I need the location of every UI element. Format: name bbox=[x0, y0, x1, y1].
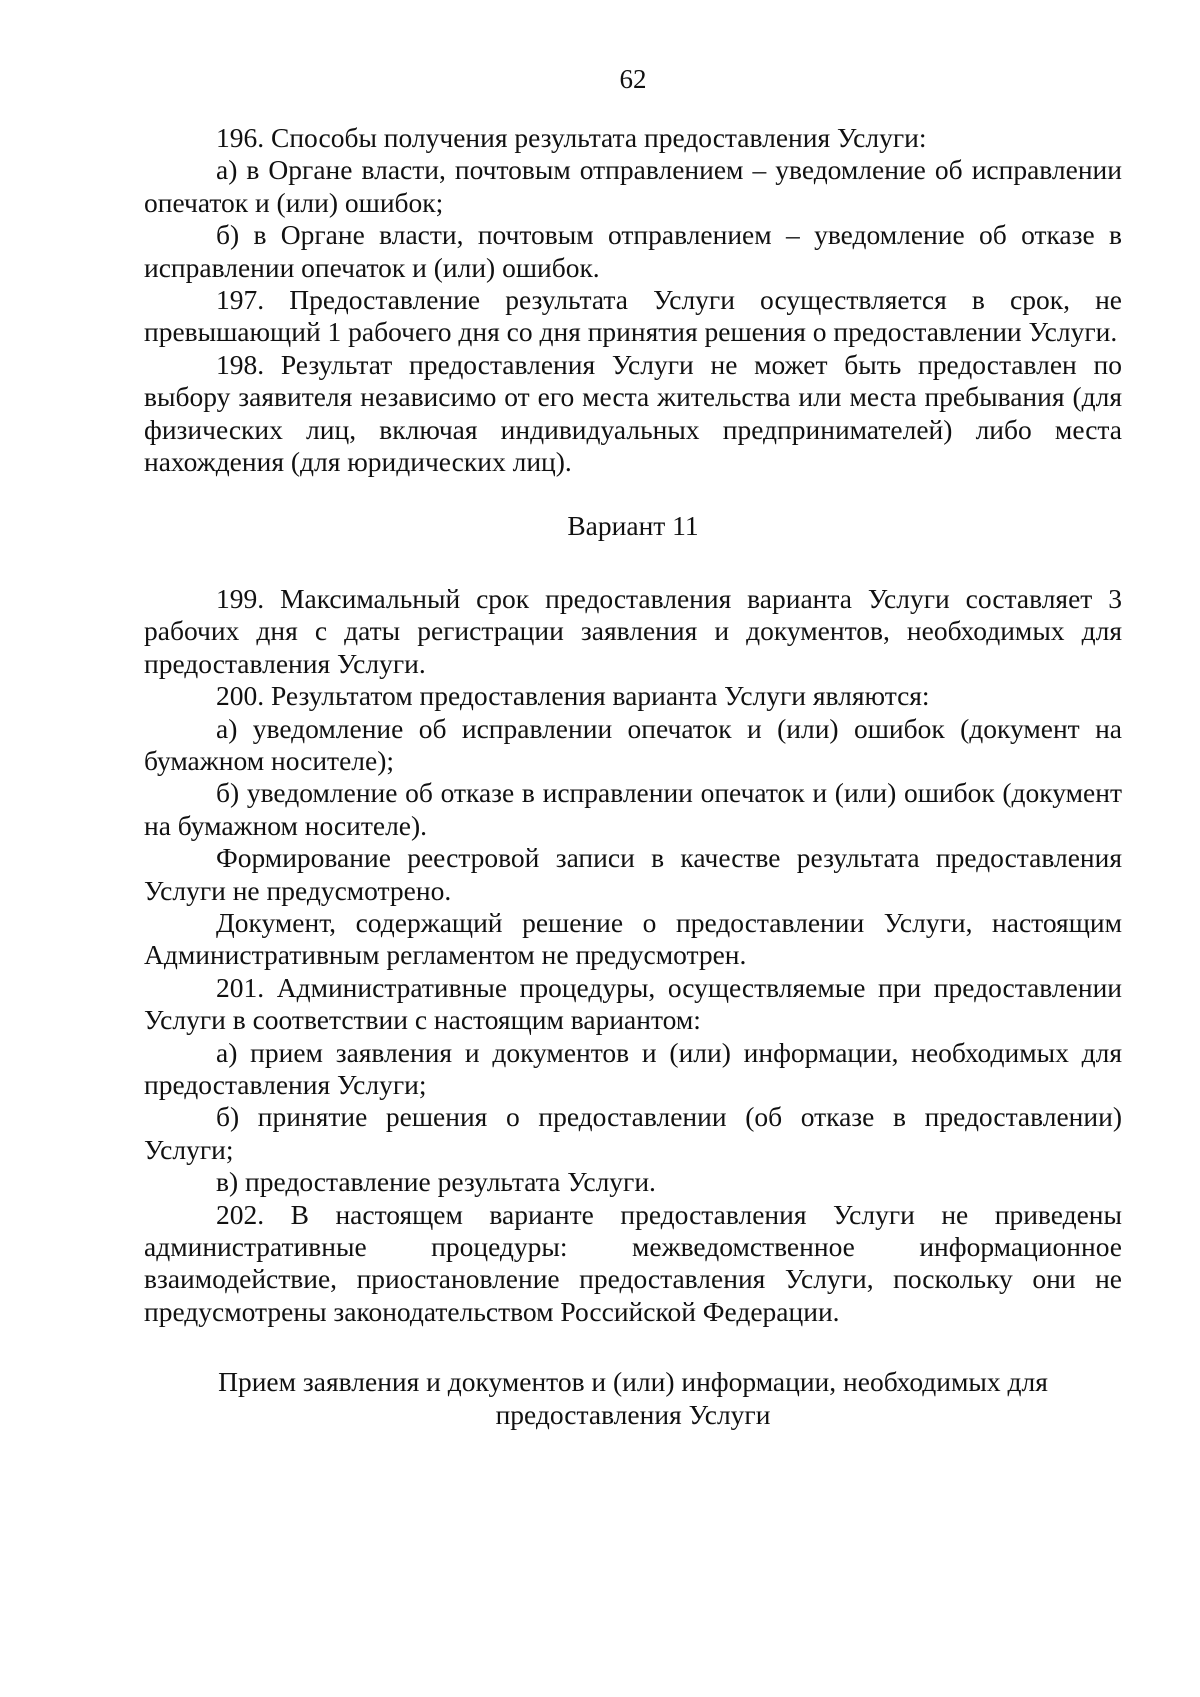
paragraph-196: 196. Способы получения результата предоставления Услуги: bbox=[216, 122, 927, 153]
variant-heading: Вариант 11 bbox=[567, 510, 699, 542]
paragraph-group-2 bbox=[144, 583, 1122, 1328]
paragraph-196-b: б) в Органе власти, почтовым отправлением – уведомление об отказе в исправлении опечаток и (или) ошибок. bbox=[144, 219, 1122, 283]
paragraph-200-b: б) уведомление об отказе в исправлении опечаток и (или) ошибок (документ на бумажном носителе). bbox=[144, 777, 1122, 841]
section-heading: Прием заявления и документов и (или) информации, необходимых для предоставления Услуги bbox=[218, 1366, 1048, 1430]
paragraph-201-c: в) предоставление результата Услуги. bbox=[216, 1166, 656, 1198]
paragraph-201-a: а) прием заявления и документов и (или) информации, необходимых для предоставления Услуги; bbox=[144, 1036, 1122, 1100]
document-page bbox=[144, 60, 1122, 1431]
paragraph-196-a: а) в Органе власти, почтовым отправлением – уведомление об исправлении опечаток и (или) ошибок; bbox=[144, 154, 1122, 218]
page-number: 62 bbox=[619, 64, 647, 94]
paragraph-197: 197. Предоставление результата Услуги осуществляется в срок, не превышающий 1 рабочего дня со дня принятия решения о предоставлении Услуги. bbox=[144, 284, 1122, 348]
paragraph-decision-document: Документ, содержащий решение о предоставлении Услуги, настоящим Административным регламентом не предусмотрен. bbox=[144, 906, 1122, 971]
paragraph-198: 198. Результат предоставления Услуги не может быть предоставлен по выбору заявителя независимо от его места жительства или места пребывания (для физических лиц, включая индивидуальных предпринимателей) либо места нахождения (для юридических лиц). bbox=[144, 348, 1122, 478]
paragraph-201-b: б) принятие решения о предоставлении (об отказе в предоставлении) Услуги; bbox=[144, 1101, 1122, 1165]
paragraph-group-1 bbox=[144, 122, 1122, 478]
paragraph-registry-record: Формирование реестровой записи в качестве результата предоставления Услуги не предусмотрено. bbox=[144, 842, 1122, 906]
paragraph-201: 201. Административные процедуры, осуществляемые при предоставлении Услуги в соответствии с настоящим вариантом: bbox=[144, 971, 1122, 1036]
paragraph-202: 202. В настоящем варианте предоставления Услуги не приведены административные процедуры: межведомственное информационное взаимодействие, приостановление предоставления Услуги, поскольку они не предусмотрены законодательством Российской Федерации. bbox=[144, 1198, 1122, 1327]
paragraph-200-a: а) уведомление об исправлении опечаток и (или) ошибок (документ на бумажном носителе); bbox=[144, 712, 1122, 776]
paragraph-200: 200. Результатом предоставления варианта Услуги являются: bbox=[216, 680, 930, 712]
paragraph-199: 199. Максимальный срок предоставления варианта Услуги составляет 3 рабочих дня с даты регистрации заявления и документов, необходимых для предоставления Услуги. bbox=[144, 582, 1122, 679]
